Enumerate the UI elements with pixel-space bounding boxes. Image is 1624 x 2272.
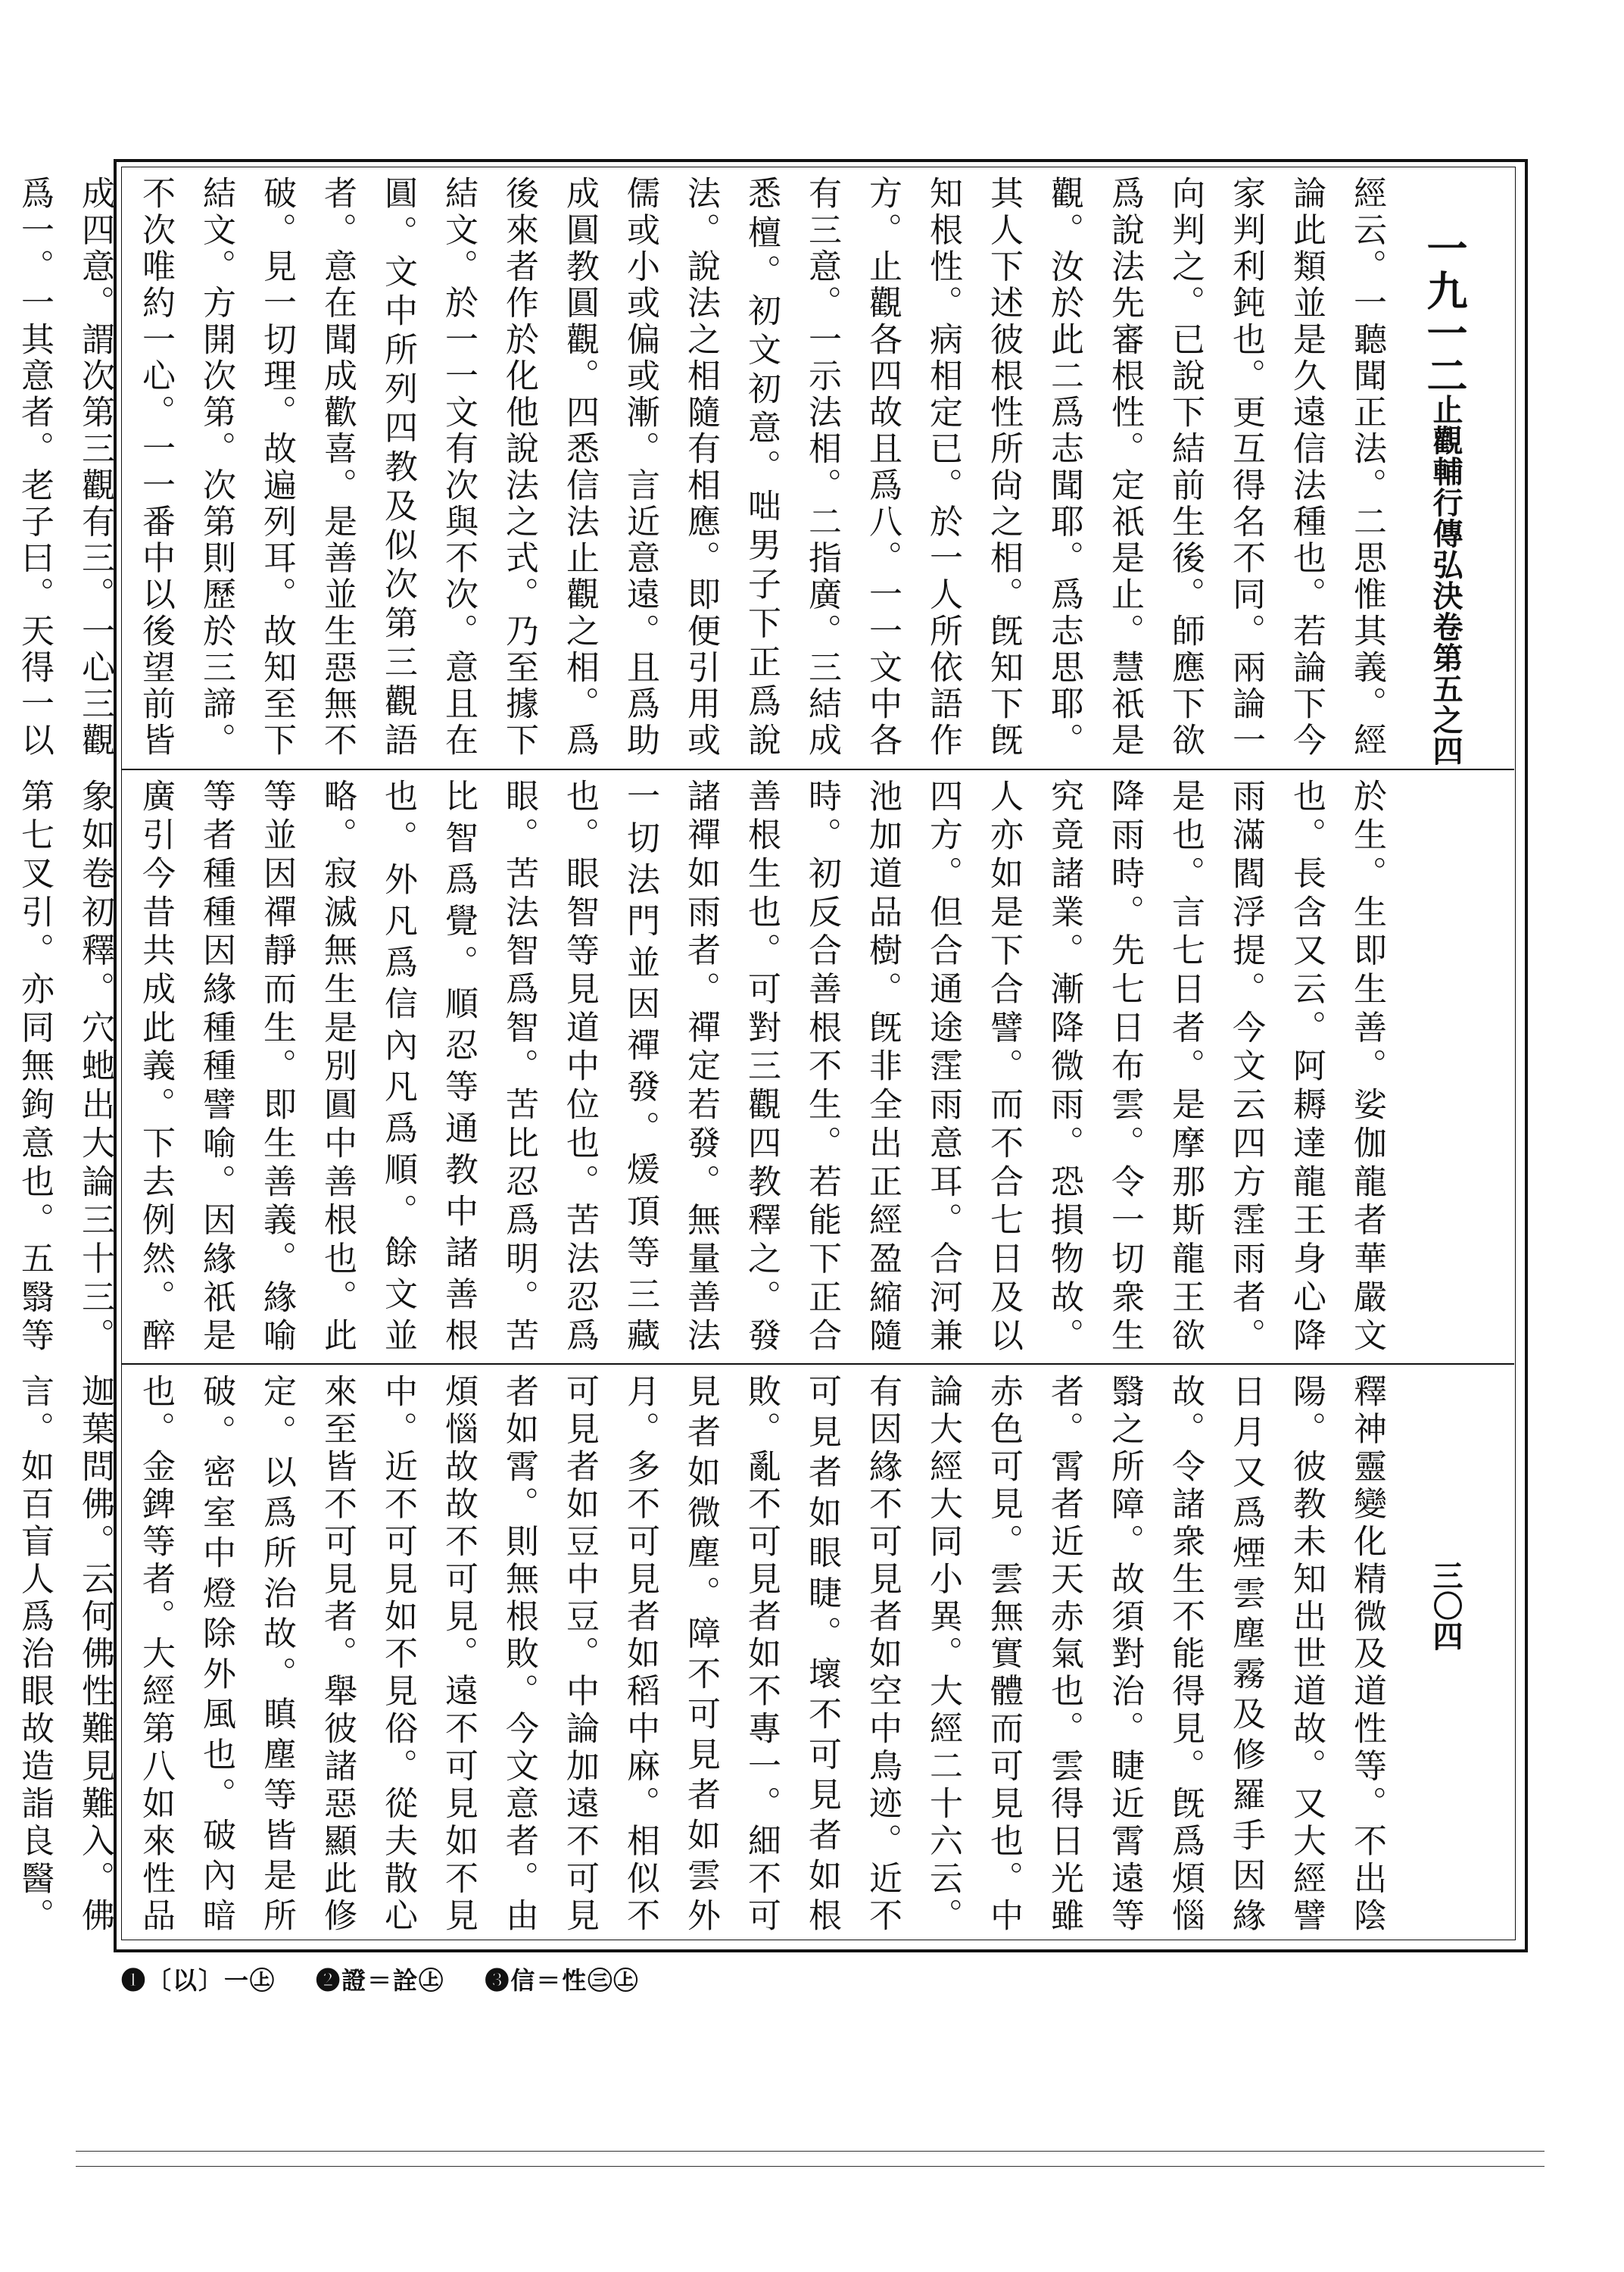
top-band-text: 經云。一聽聞正法。二思惟其義。經論此類並是久遠信法種也。若論下今家判利鈍也。更互得名不同。兩論一向判之。已說下結前生後。師應下欲爲說法先審根性。定祇是止。慧祇是觀。汝於此二爲志聞耶。爲志思耶。其人下述彼根性所尙之相。旣知下旣知根性。病相定已。於一人所依語作方。止觀各四故且爲八。一一文中各有三意。一示法相。二指廣。三結成悉檀。初文初意。咄男子下正爲說法。說法之相隨有相應。即便引用或儒或小或偏或漸。言近意遠。且爲助成圓教圓觀。四悉信法止觀之相。爲後來者作於化他說法之式。乃至據下結文。於一一文有次與不次。意且在圓。文中所列四教及似次第三觀語者。意在聞成歡喜。是善並生惡無不破。見一切理。故遍列耳。故知至下結文。方開次第。次第則歷於三諦。不次唯約一心。一一番中以後望前皆成四意。謂次第三觀有三。一心三觀爲一。一其意者。老子曰。天得一以	[15, 176, 1386, 759]
page-number: 一九一二	[1420, 227, 1469, 397]
band-divider-upper	[121, 769, 1514, 770]
footnote-1: ❶〔以〕一㊤	[121, 1966, 276, 1995]
footnote-3: ❸信＝性㊂㊤	[485, 1966, 640, 1995]
band-divider-lower	[121, 1363, 1514, 1365]
bottom-band-text: 釋神靈變化精微及道性等。不出陰陽。彼教未知出世道故。又大經譬日月又爲煙雲塵霧及修羅手因緣故。令諸衆生不能得見。旣爲煩惱翳之所障。故須對治。睫近霄遠等者。霄者近天赤氣也。雲得日光雖赤色可見。雲無實體而可見也。中論大經大同小異。大經二十六云。有因緣不可見者如空中鳥迹。近不可見者如眼睫。壞不可見者如根敗。亂不可見者如不專一。細不可見者如微塵。障不可見者如雲外月。多不可見者如稻中麻。相似不可見者如豆中豆。中論加遠不可見者如霄。則無根敗。今文意者。由煩惱故故不可見。遠不可見如不見中。近不可見如不見俗。從夫散心來至皆不可見者。舉彼諸惡顯此修定。以爲所治故。瞋塵等皆是所破。密室中燈除外風也。破內暗也。金錍等者。大經第八如來性品迦葉問佛。云何佛性難見難入。佛言。如百盲人爲治眼故造詣良醫。	[15, 1374, 1386, 1934]
side-folio: 三〇四	[1428, 1560, 1463, 1651]
text-band-middle	[15, 779, 1397, 1354]
bottom-rule-1	[76, 2151, 1545, 2152]
bottom-rule-2	[76, 2166, 1545, 2167]
footnote-2: ❷證＝詮㊤	[316, 1966, 445, 1995]
text-band-bottom	[15, 1374, 1397, 1934]
running-title: 止觀輔行傳弘決卷第五之四	[1428, 394, 1463, 766]
text-band-top	[15, 176, 1397, 759]
footnotes	[121, 1961, 1484, 1996]
middle-band-text: 於生。生即生善。娑伽龍者華嚴文也。長含又云。阿耨達龍王身心降雨滿閻浮提。今文云四方霔雨者。是也。言七日者。是摩那斯龍王欲降雨時。先七日布雲。令一切衆生究竟諸業。漸降微雨。恐損物故。人亦如是下合譬。而不合七日及以四方。但合通途霔雨意耳。合河兼池加道品樹。旣非全出正經盈縮隨時。初反合善根不生。若能下正合善根生也。可對三觀四教釋之。發諸禪如雨者。禪定若發。無量善法一切法門並因禪發。煖頂等三藏也。眼智等見道中位也。苦法忍爲眼。苦法智爲智。苦比忍爲明。苦比智爲覺。順忍等通教中諸善根也。外凡爲信內凡爲順。餘文並略。寂滅無生是別圓中善根也。此等並因禪靜而生。即生善義。緣喻等者種種因緣種種譬喻。因緣祇是廣引今昔共成此義。下去例然。醉象如卷初釋。穴虵出大論三十三。第七叉引。亦同無鉤意也。五翳等	[15, 779, 1386, 1354]
